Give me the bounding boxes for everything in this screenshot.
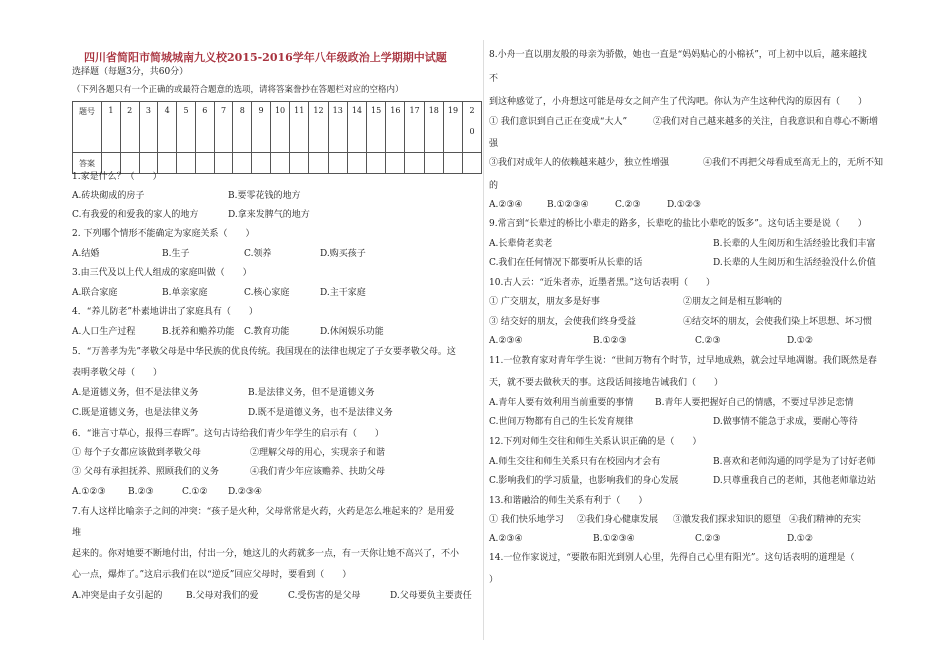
table-cell-answer[interactable] [252, 153, 271, 174]
option-c: C.领养 [244, 249, 272, 259]
question-4-stem: 4．“养儿防老”朴素地讲出了家庭具有（ ） [72, 307, 258, 317]
option-b: B.单亲家庭 [162, 288, 208, 298]
option-b: B.②③ [128, 487, 154, 497]
table-cell-answer[interactable] [405, 153, 424, 174]
question-number: 19 [447, 106, 459, 115]
question-3-stem: 3.由三代及以上代人组成的家庭叫做（ ） [72, 268, 252, 278]
question-9-stem: 9.常言到“长辈过的桥比小辈走的路多，长辈吃的盐比小辈吃的饭多”。这句话主要是说（ ） [489, 219, 867, 229]
question-6-stem: 6．“谁言寸草心，报得三春晖”。这句古诗给我们青少年学生的启示有（ ） [72, 429, 384, 439]
question-12-options-2 [489, 475, 889, 487]
question-number: 2 [469, 106, 475, 115]
question-number-overflow: 0 [469, 127, 475, 136]
statement-2: ②朋友之间是相互影响的 [683, 297, 783, 307]
question-2-stem: 2. 下列哪个情形不能确定为家庭关系（ ） [72, 229, 255, 239]
option-c: C.世间万物都有自己的生长发育规律 [489, 417, 634, 427]
option-c: C.②③ [615, 200, 641, 210]
option-b: B.父母对我们的爱 [186, 591, 259, 601]
question-9-options-2 [489, 257, 889, 269]
question-14-stem-cont: ） [489, 575, 499, 585]
table-cell-number [347, 102, 366, 153]
question-number: 12 [313, 106, 324, 115]
table-cell-answer[interactable] [367, 153, 386, 174]
statement-3: ③我们对成年人的依赖越来越少，独立性增强 [489, 158, 670, 168]
question-number: 3 [145, 106, 151, 115]
question-6-statements [72, 447, 472, 459]
question-number: 5 [183, 106, 189, 115]
option-b: B.①②③④ [593, 534, 635, 544]
instruction-text: （下列各题只有一个正确的或最符合题意的选项，请将答案誊抄在答题栏对应的空格内） [72, 85, 404, 95]
table-cell-number [158, 102, 177, 153]
option-a: A.结婚 [72, 249, 100, 259]
question-8-options [489, 199, 889, 211]
table-cell-number [328, 102, 347, 153]
question-5-stem: 5．“万善孝为先”孝敬父母是中华民族的优良传统。我国现在的法律也规定了子女要孝敬父母。这 [72, 347, 456, 357]
statement-1: ① 每个子女都应该做到孝敬父母 [72, 448, 201, 458]
question-number: 9 [258, 106, 264, 115]
table-cell-answer[interactable] [463, 153, 482, 174]
option-d: D.②③④ [228, 487, 262, 497]
statement-1: ① 我们快乐地学习 [489, 515, 564, 525]
question-7-stem: 7.有人这样比喻亲子之间的冲突：“孩子是火种，父母常常是火药，火药是怎么堆起来的？是用爱 [72, 507, 455, 517]
option-b: B.是法律义务，但不是道德义务 [248, 388, 375, 398]
question-13-statements [489, 514, 889, 526]
option-a: A.是道德义务，但不是法律义务 [72, 388, 199, 398]
table-cell-number [405, 102, 424, 153]
table-cell-answer[interactable] [270, 153, 289, 174]
option-a: A.②③④ [489, 534, 523, 544]
statement-3: ③激发我们探求知识的愿望 [673, 515, 782, 525]
question-2-options [72, 248, 472, 260]
option-b: B.青年人要把握好自己的情感，不要过早涉足恋情 [655, 398, 854, 408]
table-cell-number [424, 102, 443, 153]
option-c: C.核心家庭 [244, 288, 290, 298]
section-heading: 选择题（每题3分，共60分） [72, 67, 189, 77]
question-9-options [489, 238, 889, 250]
option-c: C.我们在任何情况下都要听从长辈的话 [489, 258, 643, 268]
question-13-options [489, 533, 889, 545]
option-a: A.青年人要有效利用当前重要的事情 [489, 398, 634, 408]
table-cell-number [252, 102, 271, 153]
table-cell-number [386, 102, 405, 153]
option-c: C.有我爱的和爱我的家人的地方 [72, 210, 199, 220]
option-d: D.①② [787, 534, 813, 544]
table-cell-answer[interactable] [386, 153, 405, 174]
table-cell-answer[interactable] [233, 153, 252, 174]
table-header-answer: 答案 [73, 153, 102, 174]
option-d: D.①② [787, 336, 813, 346]
table-cell-number [443, 102, 462, 153]
table-cell-answer[interactable] [347, 153, 366, 174]
question-8-stem: 8.小舟一直以朋友般的母亲为骄傲，她也一直是“妈妈贴心的小棉袄”，可上初中以后，越来越找 [489, 50, 867, 60]
option-b: B.喜欢和老师沟通的同学是为了讨好老师 [713, 457, 876, 467]
statement-1: ① 广交朋友，朋友多是好事 [489, 297, 600, 307]
question-12-stem: 12.下列对师生交往和师生关系认识正确的是（ ） [489, 437, 702, 447]
question-number: 11 [294, 106, 305, 115]
table-cell-number [270, 102, 289, 153]
option-b: B.要零花钱的地方 [228, 191, 301, 201]
question-11-stem-cont: 天，就不要去做秋天的事。这段话间接地告诫我们（ ） [489, 378, 724, 388]
option-a: A.师生交往和师生关系只有在校园内才会有 [489, 457, 661, 467]
question-number: 4 [164, 106, 170, 115]
question-number: 14 [351, 106, 363, 115]
question-8-statement-4-cont: 的 [489, 181, 499, 191]
table-cell-number [290, 102, 309, 153]
option-d: D.拿来发脾气的地方 [228, 210, 310, 220]
table-cell-answer[interactable] [424, 153, 443, 174]
question-8-statements [489, 116, 889, 128]
option-a: A.②③④ [489, 200, 523, 210]
question-4-options [72, 326, 472, 338]
option-d: D.既不是道德义务，也不是法律义务 [248, 408, 393, 418]
question-11-stem: 11.一位教育家对青年学生说：“世间万物有个时节，过早地成熟，就会过早地凋谢。我们既然是春 [489, 356, 877, 366]
table-row [73, 102, 482, 153]
question-8-statements-2 [489, 157, 889, 169]
question-number: 16 [390, 106, 401, 115]
question-number: 10 [274, 106, 286, 115]
table-cell-answer[interactable] [290, 153, 309, 174]
table-cell-number [120, 102, 139, 153]
option-c: C.既是道德义务，也是法律义务 [72, 408, 199, 418]
option-d: D.父母要负主要责任 [390, 591, 472, 601]
table-cell-answer[interactable] [309, 153, 328, 174]
question-5-stem-cont: 表明孝敬父母（ ） [72, 368, 163, 378]
option-b: B.抚养和赡养功能 [162, 327, 235, 337]
question-number: 18 [428, 106, 439, 115]
question-number: 17 [409, 106, 420, 115]
question-number: 1 [108, 106, 114, 115]
question-10-statements [489, 296, 889, 308]
option-a: A.人口生产过程 [72, 327, 136, 337]
option-b: B.生子 [162, 249, 190, 259]
table-cell-number [463, 102, 482, 153]
option-b: B.长辈的人生阅历和生活经验比我们丰富 [713, 239, 876, 249]
question-11-options-2 [489, 416, 889, 428]
statement-2: ②我们身心健康发展 [577, 515, 659, 525]
option-a: A.①②③ [72, 487, 106, 497]
question-11-options [489, 397, 889, 409]
option-b: B.①②③④ [547, 200, 589, 210]
option-c: C.②③ [695, 534, 721, 544]
option-d: D.做事情不能急于求成，要耐心等待 [713, 417, 858, 427]
option-d: D.主干家庭 [320, 288, 366, 298]
table-cell-answer[interactable] [443, 153, 462, 174]
question-6-options [72, 486, 472, 498]
table-header-number: 题号 [73, 102, 102, 153]
question-5-options-2 [72, 407, 472, 419]
answer-table [72, 101, 482, 174]
question-7-options [72, 590, 472, 602]
statement-4: ④我们不再把父母看成至高无上的，无所不知 [703, 158, 884, 168]
statement-2: ②理解父母的用心，实现亲子和谐 [250, 448, 386, 458]
question-13-stem: 13.和谐融洽的师生关系有利于（ ） [489, 496, 648, 506]
statement-4: ④我们精神的充实 [789, 515, 862, 525]
question-7-stem-cont-3: 心一点，爆炸了。”这启示我们在以“逆反”回应父母时，要看到（ ） [72, 570, 352, 580]
question-14-stem: 14.一位作家说过，“要散布阳光到别人心里，先得自己心里有阳光”。这句话表明的道理是（ [489, 553, 855, 563]
question-10-statements-2 [489, 316, 889, 328]
option-b: B.①②③ [593, 336, 627, 346]
question-12-options [489, 456, 889, 468]
question-5-options [72, 387, 472, 399]
table-cell-number [177, 102, 196, 153]
statement-1: ① 我们意识到自己正在变成“大人” [489, 117, 628, 127]
option-a: A.砖块砌成的房子 [72, 191, 145, 201]
table-cell-number [139, 102, 158, 153]
table-cell-number [102, 102, 121, 153]
question-8-stem-cont: 不 [489, 74, 499, 84]
question-3-options [72, 287, 472, 299]
table-cell-answer[interactable] [177, 153, 196, 174]
statement-3: ③ 父母有承担抚养、照顾我们的义务 [72, 467, 219, 477]
statement-2: ②我们对自己越来越多的关注，自我意识和自尊心不断增 [653, 117, 879, 127]
option-c: C.②③ [695, 336, 721, 346]
question-number: 13 [332, 106, 343, 115]
page-title: 四川省简阳市简城城南九义校2015-2016学年八年级政治上学期期中试题 [84, 51, 447, 64]
question-number: 7 [220, 106, 227, 115]
question-7-stem-cont: 堆 [72, 528, 82, 538]
option-a: A.联合家庭 [72, 288, 118, 298]
option-c: C.①② [182, 487, 208, 497]
question-10-stem: 10.古人云：“近朱者赤，近墨者黑。”这句话表明（ ） [489, 278, 716, 288]
question-number: 2 [127, 106, 133, 115]
option-c: C.教育功能 [244, 327, 290, 337]
question-1-options-2 [72, 209, 472, 221]
option-c: C.受伤害的是父母 [288, 591, 361, 601]
question-number: 8 [239, 106, 245, 115]
table-cell-number [233, 102, 252, 153]
option-d: D.长辈的人生阅历和生活经验没什么价值 [713, 258, 876, 268]
option-d: D.只尊重我自己的老师，其他老师靠边站 [713, 476, 876, 486]
option-a: A.长辈倚老卖老 [489, 239, 553, 249]
table-cell-answer[interactable] [195, 153, 214, 174]
statement-4: ④我们青少年应该赡养、扶助父母 [250, 467, 386, 477]
option-a: A.冲突是由子女引起的 [72, 591, 163, 601]
question-7-stem-cont-2: 起来的。你对她要不断地付出，付出一分，她这儿的火药就多一点，有一天你让她不高兴了，不小 [72, 549, 460, 559]
question-8-statement-2-cont: 强 [489, 139, 499, 149]
question-8-stem-cont-2: 到这种感觉了，小舟想这可能是母女之间产生了代沟吧。你认为产生这种代沟的原因有（ ） [489, 97, 868, 107]
table-cell-answer[interactable] [214, 153, 233, 174]
option-a: A.②③④ [489, 336, 523, 346]
option-c: C.影响我们的学习质量，也影响我们的身心发展 [489, 476, 679, 486]
table-cell-number [214, 102, 233, 153]
statement-3: ③ 结交好的朋友，会使我们终身受益 [489, 317, 636, 327]
question-number: 6 [202, 106, 208, 115]
question-10-options [489, 335, 889, 347]
column-divider [483, 40, 484, 640]
question-6-statements-2 [72, 466, 472, 478]
question-number: 15 [371, 106, 382, 115]
question-1-options [72, 190, 472, 202]
option-d: D.休闲娱乐功能 [320, 327, 384, 337]
table-cell-number [367, 102, 386, 153]
table-cell-number [309, 102, 328, 153]
question-1-stem: 1.家是什么？（ ） [72, 172, 162, 182]
statement-4: ④结交坏的朋友，会使我们染上坏思想、坏习惯 [683, 317, 873, 327]
option-d: D.①②③ [667, 200, 701, 210]
option-d: D.购买孩子 [320, 249, 366, 259]
table-cell-number [195, 102, 214, 153]
table-cell-answer[interactable] [328, 153, 347, 174]
